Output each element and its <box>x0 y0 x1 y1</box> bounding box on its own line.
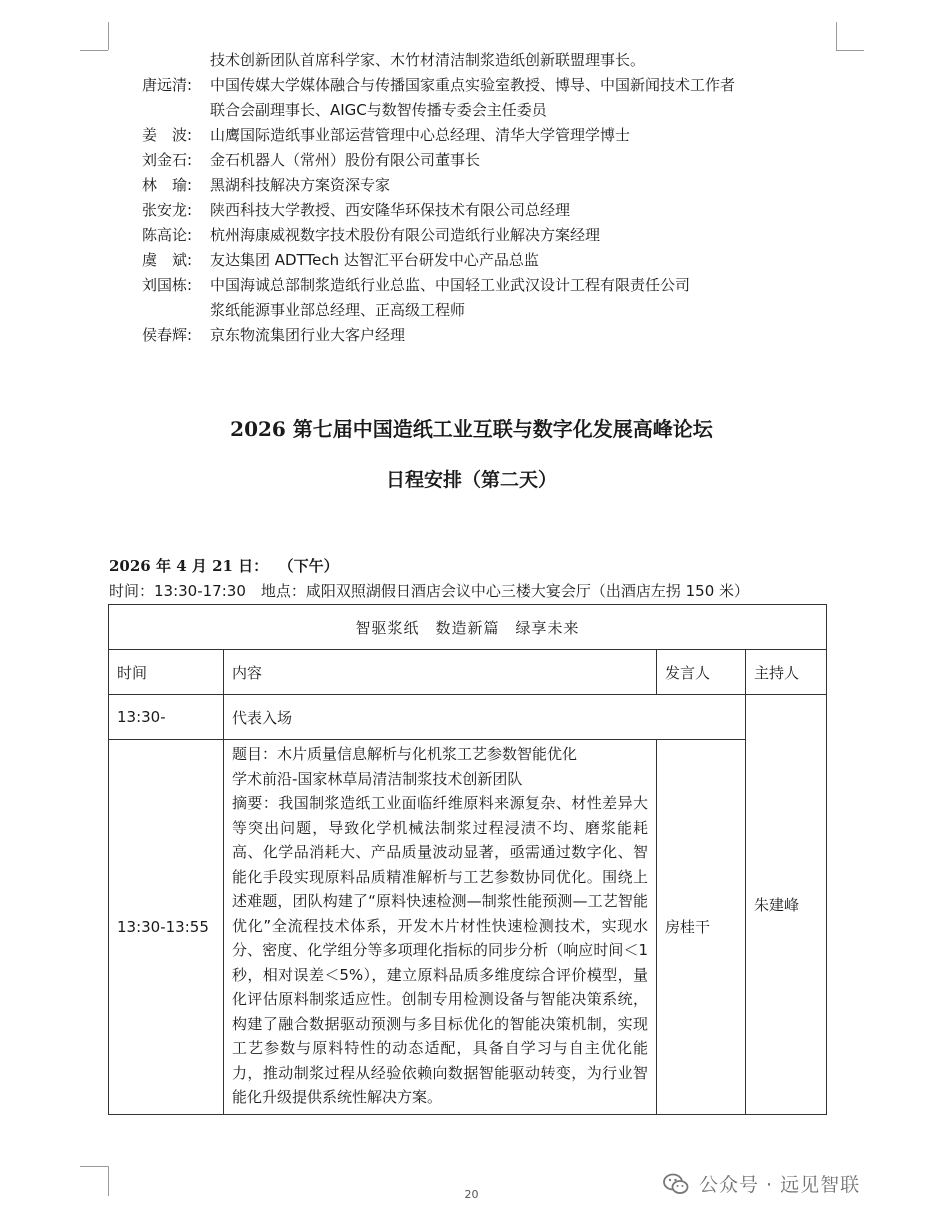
page-subtitle: 日程安排（第二天） <box>385 469 557 491</box>
table-row <box>109 695 827 740</box>
member-name: 张安龙: <box>142 201 193 219</box>
list-item <box>142 273 842 323</box>
list-item <box>142 148 842 173</box>
member-name: 刘国栋: <box>142 276 193 294</box>
member-title: 联合会副理事长、AIGC与数智传播专委会主任委员 <box>210 101 547 119</box>
host-name: 朱建峰 <box>746 695 827 1115</box>
member-name: 姜 波: <box>142 126 193 144</box>
header-speaker: 发言人 <box>657 650 746 695</box>
member-title: 中国海诚总部制浆造纸行业总监、中国轻工业武汉设计工程有限责任公司 <box>210 276 691 294</box>
session-date: 2026 年 4 月 21 日： （下午） <box>109 557 339 575</box>
header-content: 内容 <box>224 650 657 695</box>
member-title: 陕西科技大学教授、西安隆华环保技术有限公司总经理 <box>210 201 571 219</box>
row-content: 代表入场 <box>224 695 746 740</box>
list-item <box>142 73 842 123</box>
member-title: 黑湖科技解决方案资深专家 <box>210 176 391 194</box>
wechat-icon <box>663 1173 689 1195</box>
member-name: 陈高论: <box>142 226 193 244</box>
talk-team: 学术前沿-国家林草局清洁制浆技术创新团队 <box>232 769 523 788</box>
row-time: 13:30-13:55 <box>109 740 224 1115</box>
table-row <box>109 740 827 1115</box>
row-content <box>224 740 657 1115</box>
header-host: 主持人 <box>746 650 827 695</box>
watermark-text: 公众号 · 远见智联 <box>699 1174 861 1196</box>
list-item <box>142 223 842 248</box>
member-name: 虞 斌: <box>142 251 193 269</box>
member-name: 唐远清: <box>142 76 193 94</box>
header-time: 时间 <box>109 650 224 695</box>
talk-title: 题目：木片质量信息解析与化机浆工艺参数智能优化 <box>232 745 578 763</box>
crop-mark-top-left <box>80 50 108 51</box>
page-number: 20 <box>464 1188 479 1201</box>
member-name: 侯春辉: <box>142 326 193 344</box>
crop-mark-top-left <box>108 22 109 50</box>
schedule-table <box>108 604 827 1115</box>
member-name: 林 瑜: <box>142 176 193 194</box>
crop-mark-bottom-left <box>80 1166 108 1167</box>
continuation-text: 技术创新团队首席科学家、木竹材清洁制浆造纸创新联盟理事长。 <box>210 51 646 69</box>
member-title: 京东物流集团行业大客户经理 <box>210 326 406 344</box>
member-title: 友达集团 ADTTech 达智汇平台研发中心产品总监 <box>210 251 539 269</box>
crop-mark-top-right <box>836 22 837 50</box>
committee-continuation <box>142 48 842 73</box>
row-speaker: 房桂干 <box>657 740 746 1115</box>
session-time-place: 时间：13:30-17:30 地点：咸阳双照湖假日酒店会议中心三楼大宴会厅（出酒店左拐 150 米） <box>109 582 750 600</box>
row-time: 13:30- <box>109 695 224 740</box>
committee-list <box>142 48 842 348</box>
table-banner: 智驱浆纸 数造新篇 绿享未来 <box>109 605 827 650</box>
talk-abstract: 摘要：我国制浆造纸工业面临纤维原料来源复杂、材性差异大等突出问题，导致化学机械法制浆过程浸渍不均、磨浆能耗高、化学品消耗大、产品质量波动显著，亟需通过数字化、智能化手段实现原料品质精准解析与工艺参数协同优化。围绕上述难题，团队构建了“原料快速检测—制浆性能预测—工艺智能优化”全流程技术体系，开发木片材性快速检测技术，实现水分、密度、化学组分等多项理化指标的同步分析（响应时间＜1 秒，相对误差＜5%），建立原料品质多维度综合评价模型，量化评估原料制浆适应性。创制专用检测设备与智能决策系统，构建了融合数据驱动预测与多目标优化的智能决策机制，实现工艺参数与原料特性的动态适配，具备自学习与自主优化能力，推动制浆过程从经验依赖向数据智能驱动转变，为行业智能化升级提供系统性解决方案。 <box>232 794 648 1106</box>
list-item <box>142 198 842 223</box>
page-title: 2026 第七届中国造纸工业互联与数字化发展高峰论坛 <box>230 417 713 441</box>
member-title: 山鹰国际造纸事业部运营管理中心总经理、清华大学管理学博士 <box>210 126 631 144</box>
member-title: 浆纸能源事业部总经理、正高级工程师 <box>210 301 466 319</box>
member-title: 中国传媒大学媒体融合与传播国家重点实验室教授、博导、中国新闻技术工作者 <box>210 76 736 94</box>
member-title: 杭州海康威视数字技术股份有限公司造纸行业解决方案经理 <box>210 226 601 244</box>
list-item <box>142 323 842 348</box>
member-title: 金石机器人（常州）股份有限公司董事长 <box>210 151 481 169</box>
watermark <box>663 1170 860 1197</box>
list-item <box>142 123 842 148</box>
list-item <box>142 248 842 273</box>
list-item <box>142 173 842 198</box>
member-name: 刘金石: <box>142 151 193 169</box>
